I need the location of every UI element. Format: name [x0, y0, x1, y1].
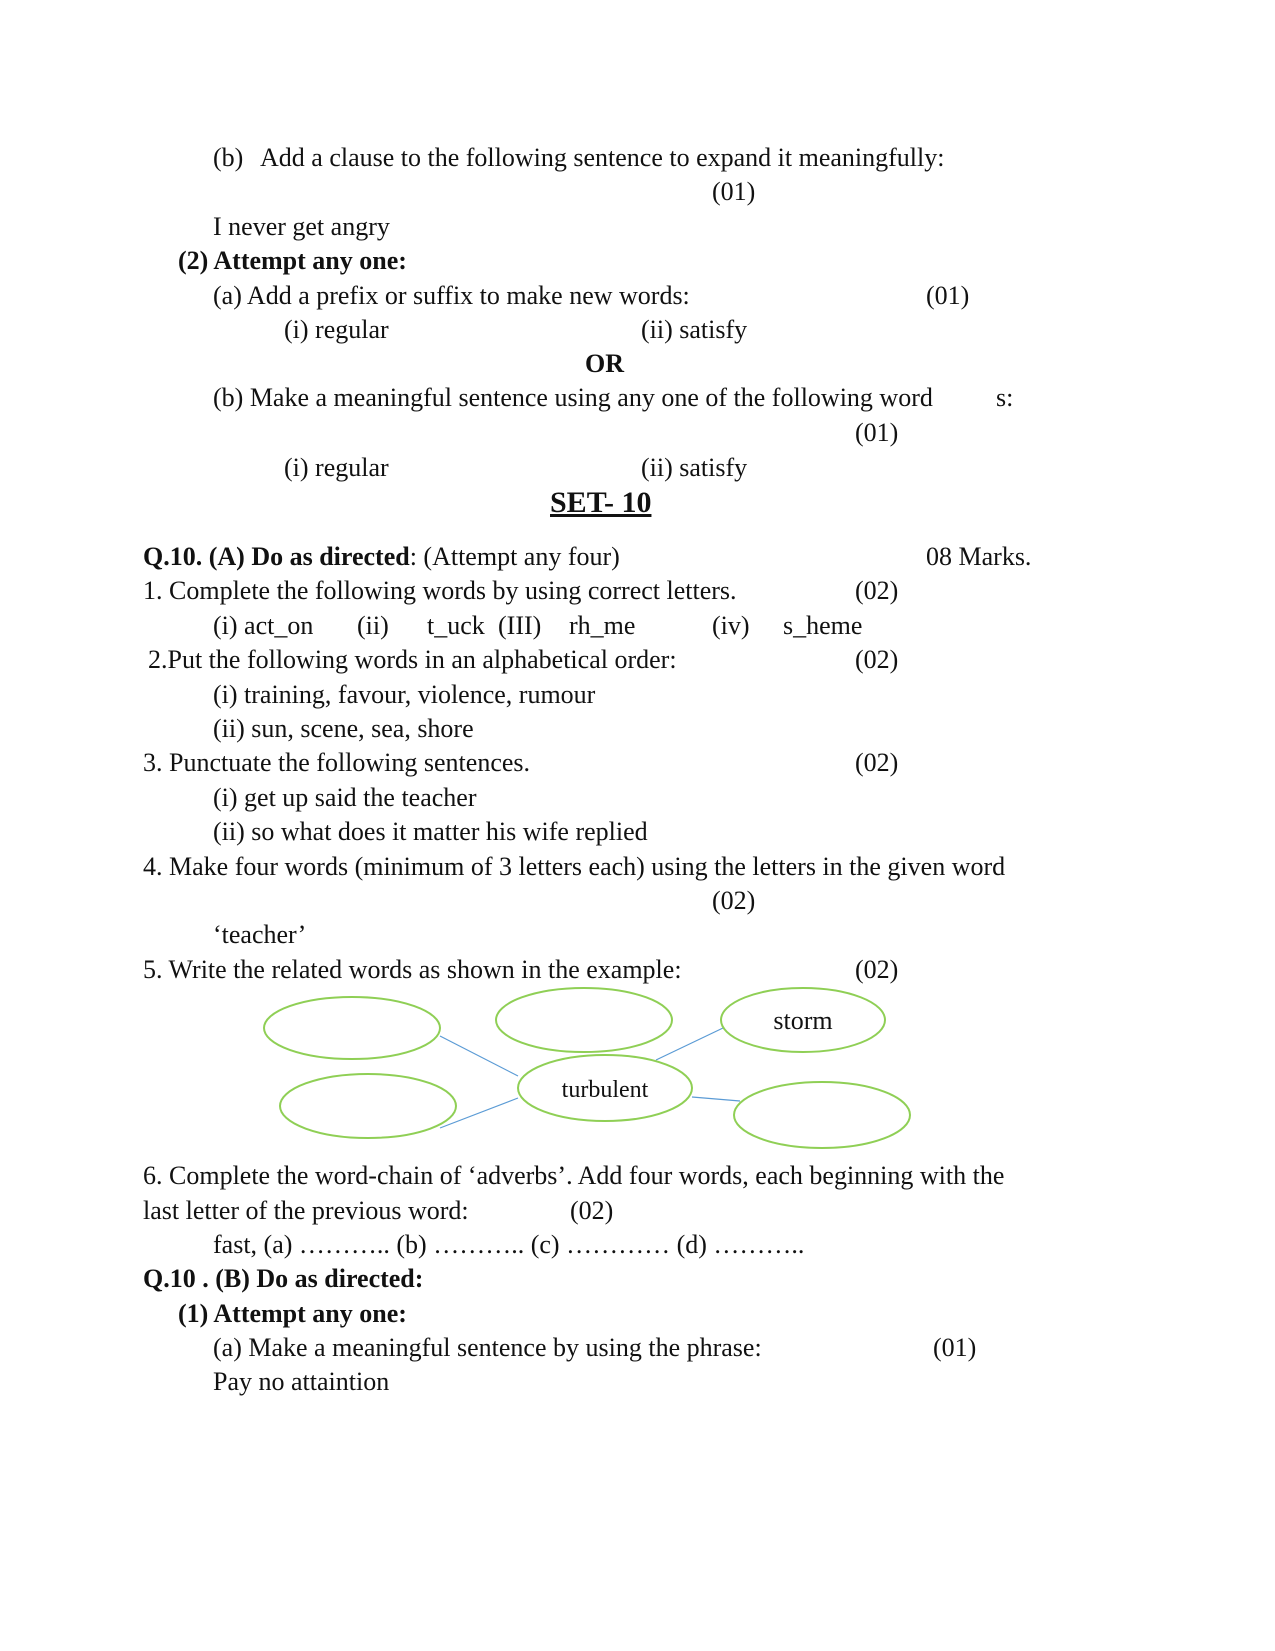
qa-title-rest: : (Attempt any four)	[409, 542, 620, 571]
empty-oval-top-middle	[496, 988, 672, 1052]
q3-marks: (02)	[855, 748, 899, 777]
prev-a-marks: (01)	[926, 281, 970, 310]
q3-i: (i) get up said the teacher	[213, 783, 477, 812]
q6-chain: fast, (a) ……….. (b) ……….. (c) ………… (d) ………..	[213, 1230, 805, 1259]
oval-storm-label: storm	[773, 1006, 833, 1035]
empty-oval-bottom-right	[734, 1082, 910, 1148]
qb-title: Q.10 . (B) Do as directed:	[143, 1264, 424, 1293]
prev-q2-heading: (2) Attempt any one:	[178, 246, 407, 275]
q6-line2: last letter of the previous word:	[143, 1196, 469, 1225]
prev-b2-opt2: (ii) satisfy	[641, 453, 748, 482]
web-link	[440, 1098, 518, 1128]
web-link	[692, 1097, 740, 1101]
q2-marks: (02)	[855, 645, 899, 674]
q3-text: 3. Punctuate the following sentences.	[143, 748, 531, 777]
q1-text: 1. Complete the following words by using correct letters.	[143, 576, 737, 605]
q1-ii: (ii)	[357, 611, 389, 640]
prev-b2-marks: (01)	[855, 418, 899, 447]
q5-text: 5. Write the related words as shown in the example:	[143, 955, 682, 984]
empty-oval-bottom-left	[280, 1074, 456, 1138]
q3-ii: (ii) so what does it matter his wife replied	[213, 817, 648, 846]
q1-i: (i) act_on	[213, 611, 314, 640]
q1-iii-word: rh_me	[569, 611, 636, 640]
qa-title-bold: Q.10. (A) Do as directed	[143, 542, 410, 571]
qa-marks: 08 Marks.	[926, 542, 1032, 571]
q6-marks: (02)	[570, 1196, 614, 1225]
qb-sub: (1) Attempt any one:	[178, 1299, 407, 1328]
prev-b-label: (b)	[213, 143, 244, 172]
q1-ii-word: t_uck	[427, 611, 485, 640]
set-title: SET- 10	[550, 486, 652, 519]
prev-b2-text: (b) Make a meaningful sentence using any one of the following word	[213, 383, 933, 412]
q5-marks: (02)	[855, 955, 899, 984]
qb-a-phrase: Pay no attaintion	[213, 1367, 390, 1396]
q4-marks: (02)	[712, 886, 756, 915]
empty-oval-top-left	[264, 997, 440, 1059]
q1-iii: (III)	[498, 611, 542, 640]
q4-text: 4. Make four words (minimum of 3 letters each) using the letters in the given word	[143, 852, 1006, 881]
prev-a-text: (a) Add a prefix or suffix to make new words:	[213, 281, 690, 310]
q1-marks: (02)	[855, 576, 899, 605]
q2-ii: (ii) sun, scene, sea, shore	[213, 714, 474, 743]
q2-i: (i) training, favour, violence, rumour	[213, 680, 596, 709]
or-separator: OR	[585, 349, 624, 378]
qb-a-marks: (01)	[933, 1333, 977, 1362]
prev-a-opt1: (i) regular	[284, 315, 389, 344]
q1-iv-word: s_heme	[783, 611, 863, 640]
q6-line1: 6. Complete the word-chain of ‘adverbs’. Add four words, each beginning with the	[143, 1161, 1005, 1190]
web-link	[440, 1036, 518, 1076]
prev-b-sentence: I never get angry	[213, 212, 390, 241]
qb-a-text: (a) Make a meaningful sentence by using the phrase:	[213, 1333, 762, 1362]
oval-center-label: turbulent	[561, 1077, 649, 1103]
prev-a-opt2: (ii) satisfy	[641, 315, 748, 344]
prev-b-marks: (01)	[712, 177, 756, 206]
prev-b-text: Add a clause to the following sentence to expand it meaningfully:	[260, 143, 945, 172]
prev-b2-opt1: (i) regular	[284, 453, 389, 482]
prev-b2-tail: s:	[996, 383, 1014, 412]
q2-text: 2.Put the following words in an alphabetical order:	[148, 645, 677, 674]
q4-word: ‘teacher’	[213, 920, 307, 949]
q1-iv: (iv)	[712, 611, 750, 640]
